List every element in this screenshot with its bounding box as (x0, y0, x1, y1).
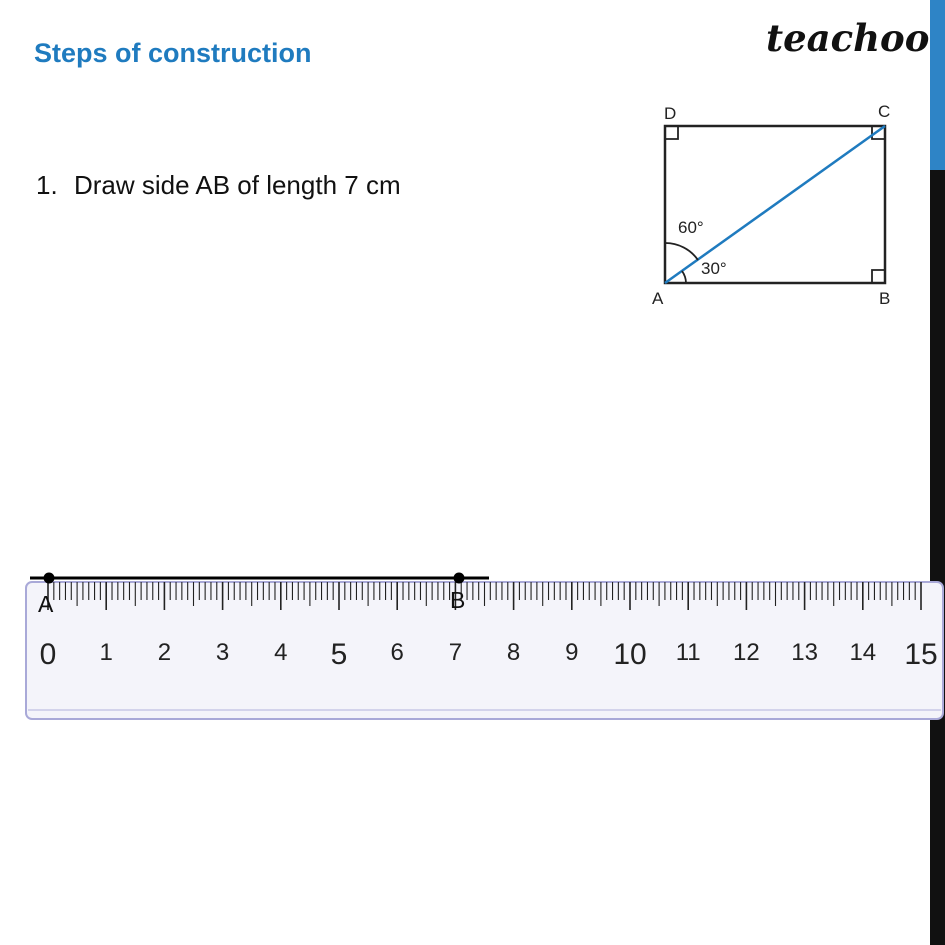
point-b-label: B (450, 587, 466, 613)
step-1 (36, 170, 401, 201)
angle-arc-60 (665, 243, 698, 260)
right-angle-d (665, 126, 678, 139)
sidebar-accent-top (930, 0, 945, 170)
angle-label-30: 30° (701, 259, 727, 278)
ruler-number: 9 (565, 639, 579, 666)
ruler-number: 12 (733, 639, 760, 666)
ruler-number: 7 (448, 639, 463, 666)
angle-arc-30 (682, 271, 686, 283)
vertex-label-c: C (878, 102, 891, 121)
vertex-label-b: B (879, 289, 891, 308)
ruler-number: 0 (39, 638, 57, 671)
right-angle-b (872, 270, 885, 283)
rectangle-figure (640, 95, 910, 320)
vertex-label-a: A (652, 289, 664, 308)
point-a-dot (44, 573, 55, 584)
page-title: Steps of construction (34, 38, 312, 68)
ruler-number: 6 (390, 639, 404, 666)
ruler-number: 13 (791, 639, 818, 666)
ruler-number: 10 (613, 638, 647, 671)
point-a-label: A (38, 591, 54, 617)
ruler-number: 11 (675, 639, 701, 666)
teachoo-logo: teachoo (766, 16, 930, 60)
angle-label-60: 60° (678, 218, 704, 237)
ruler-number: 5 (330, 638, 348, 671)
step-1-text: Draw side AB of length 7 cm (74, 170, 401, 200)
ruler-number: 1 (99, 639, 113, 666)
ruler-number: 4 (274, 639, 288, 666)
point-b-dot (454, 573, 465, 584)
ruler-number: 14 (849, 639, 877, 666)
step-1-number: 1. (36, 170, 58, 200)
vertex-label-d: D (664, 104, 677, 123)
sidebar-accent-bottom (930, 170, 945, 945)
ruler-number: 15 (904, 638, 938, 671)
ruler-area (0, 560, 945, 730)
ruler-number: 3 (215, 639, 230, 666)
ruler-number: 2 (157, 639, 172, 666)
ruler-number: 8 (506, 639, 521, 666)
